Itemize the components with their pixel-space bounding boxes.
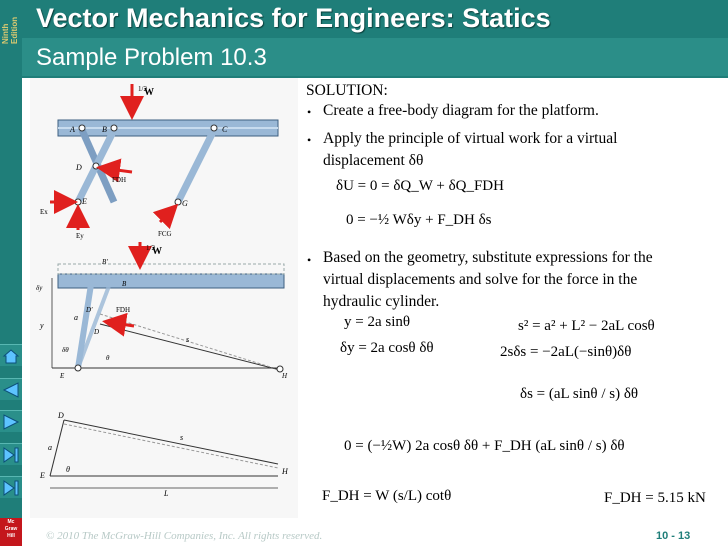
figure-svg <box>30 78 298 518</box>
bullet3-line1: Based on the geometry, substitute expressions for the <box>323 249 653 266</box>
line-de <box>50 420 64 476</box>
load-label: W <box>144 87 154 98</box>
label-theta-middle: θ <box>106 354 110 362</box>
line-dh <box>64 420 278 464</box>
last-button[interactable] <box>0 476 22 498</box>
prev-icon <box>2 414 20 430</box>
publisher-logo: Mc Graw Hill <box>0 518 22 546</box>
displaced-beam <box>58 264 284 274</box>
next-button[interactable] <box>0 443 22 465</box>
bullet2-line1: Apply the principle of virtual work for a virtual <box>323 130 618 147</box>
edition-text: Ninth Edition <box>1 16 19 44</box>
label-e: E <box>82 197 87 206</box>
load-label-middle: W <box>152 246 162 257</box>
displacement-diagram <box>36 242 288 380</box>
eq-s-squared: s² = a² + L² − 2aL cosθ <box>518 318 655 334</box>
fbd-diagram <box>40 84 278 240</box>
edition-label <box>0 0 22 44</box>
bullet3-line3: hydraulic cylinder. <box>323 293 440 310</box>
copyright: © 2010 The McGraw-Hill Companies, Inc. All rights reserved. <box>46 530 323 542</box>
eq-delta-y: δy = 2a cosθ δθ <box>340 340 434 356</box>
label-b: B <box>102 125 107 134</box>
back-icon <box>2 382 20 398</box>
page-number: 10 - 13 <box>656 530 691 542</box>
label-d-prime: D′ <box>86 306 93 314</box>
label-delta-y: δy <box>36 284 43 292</box>
link-cg <box>178 130 214 202</box>
label-delta-theta: δθ <box>62 346 69 354</box>
solution-heading: SOLUTION: <box>306 82 388 99</box>
label-d-bottom: D <box>58 411 64 420</box>
cylinder-line <box>100 324 280 370</box>
label-s-middle: s <box>186 335 190 344</box>
label-a-bottom: a <box>48 443 52 452</box>
bullet-1: • <box>307 105 312 119</box>
load-fraction-middle: 1/2 <box>146 244 155 252</box>
slide-title: Sample Problem 10.3 <box>36 44 267 71</box>
label-y: y <box>40 321 44 330</box>
home-button[interactable] <box>0 344 22 366</box>
home-icon <box>2 348 20 364</box>
prev-button[interactable] <box>0 410 22 432</box>
back-button[interactable] <box>0 378 22 400</box>
eq-combined: 0 = (−½W) 2a cosθ δθ + F_DH (aL sinθ / s) δθ <box>344 438 625 454</box>
ey-label: Ey <box>76 232 84 240</box>
result-fdh: F_DH = 5.15 kN <box>604 490 706 506</box>
bullet1-text: Create a free-body diagram for the platform. <box>323 102 599 119</box>
fdh-label-middle: FDH <box>116 306 131 314</box>
label-a-middle: a <box>74 313 78 322</box>
bullet3-line2: virtual displacements and solve for the force in the <box>323 271 638 288</box>
label-e-middle: E <box>60 372 65 380</box>
label-d: D <box>76 163 82 172</box>
label-theta-bottom: θ <box>66 465 70 474</box>
label-d-middle: D <box>94 328 100 336</box>
last-icon <box>2 480 20 496</box>
label-e-bottom: E <box>40 471 45 480</box>
ex-label: Ex <box>40 208 48 216</box>
label-b-middle: B <box>122 280 127 288</box>
bullet-3: • <box>307 253 312 267</box>
label-h-bottom: H <box>282 467 288 476</box>
next-icon <box>2 447 20 463</box>
label-h-middle: H <box>282 372 288 380</box>
fdh-label-top: FDH <box>112 176 127 184</box>
label-b-prime: B′ <box>102 258 108 266</box>
eq-delta-s: δs = (aL sinθ / s) δθ <box>520 386 639 402</box>
course-title: Vector Mechanics for Engineers: Statics <box>36 3 551 33</box>
eq-2s-delta-s: 2sδs = −2aL(−sinθ)δθ <box>500 344 632 360</box>
eq-fdh-formula: F_DH = W (s/L) cotθ <box>322 488 452 504</box>
eq-work-expanded: 0 = −½ Wδy + F_DH δs <box>346 212 492 228</box>
bullet2-line2: displacement δθ <box>323 152 424 169</box>
figure-panel <box>30 78 298 518</box>
eq-virtual-work: δU = 0 = δQ_W + δQ_FDH <box>336 178 504 194</box>
fcg-label: FCG <box>158 230 172 238</box>
bullet-2: • <box>307 133 312 147</box>
load-fraction: 1/2 <box>138 85 147 93</box>
label-s-bottom: s <box>180 433 184 442</box>
label-g: G <box>182 199 188 208</box>
geometry-diagram <box>39 411 289 498</box>
label-l: L <box>164 489 169 498</box>
eq-y: y = 2a sinθ <box>344 314 411 330</box>
label-c: C <box>222 125 228 134</box>
label-a: A <box>70 125 75 134</box>
